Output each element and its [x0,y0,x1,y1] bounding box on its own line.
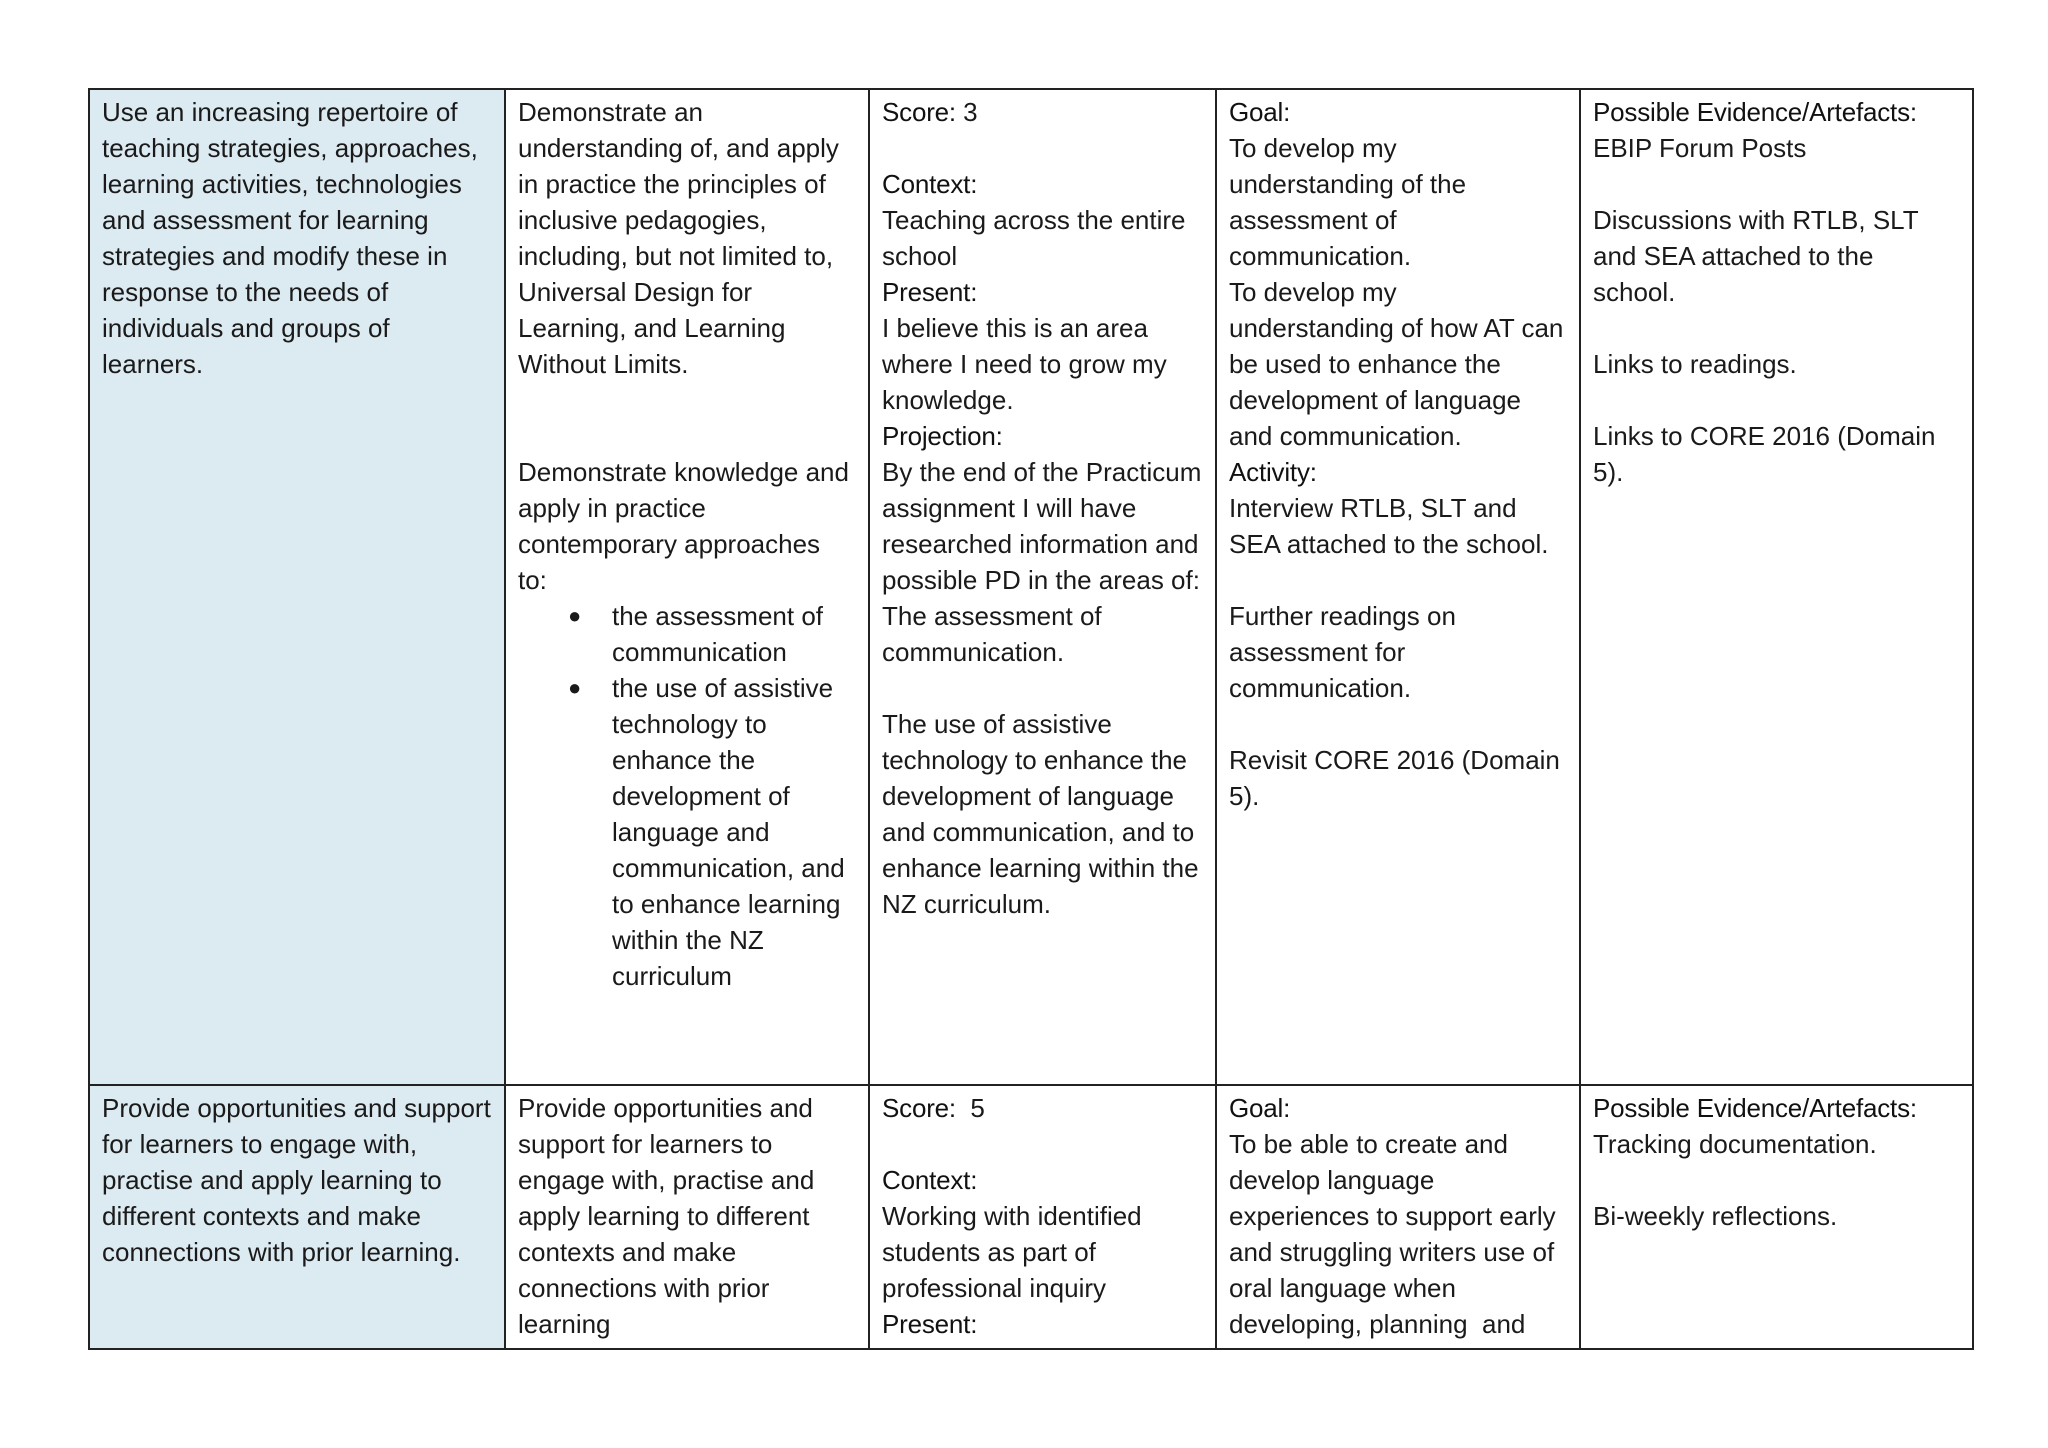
activity-label: Activity: [1229,457,1317,487]
evidence-cell [1580,1085,1973,1349]
standard-text: Provide opportunities and support for learners to engage with, practise and apply learning to different contexts and make connections with prior learning. [102,1093,499,1267]
table-row [89,89,1973,1085]
self-assessment-cell [869,1085,1216,1349]
evidence-item: Discussions with RTLB, SLT and SEA attached to the school. [1593,205,1926,307]
goal-text: To develop my understanding of the assessment of communication. [1229,133,1474,271]
context-text: Teaching across the entire school [882,205,1193,271]
goal-text: To develop my understanding of how AT can be used to enhance the development of language and communication. [1229,277,1571,451]
score-label: Score: [882,97,956,127]
projection-item: The assessment of communication. [882,601,1109,667]
evidence-label: Possible Evidence/Artefacts: [1593,1093,1917,1123]
document-page [88,88,1972,1350]
evidence-item: EBIP Forum Posts [1593,133,1807,163]
goal-text: To be able to create and develop language experiences to support early and struggling writers use of oral language when developing, planning and [1229,1129,1563,1339]
projection-text: By the end of the Practicum assignment I will have researched information and possible PD in the areas of: [882,457,1209,595]
activity-text: Further readings on assessment for communication. [1229,601,1464,703]
context-text: Working with identified students as part of professional inquiry [882,1201,1149,1303]
present-text: I believe this is an area where I need to grow my knowledge. [882,313,1174,415]
evidence-cell [1580,89,1973,1085]
projection-item: The use of assistive technology to enhance the development of language and communication, and to enhance learning within the NZ curriculum. [882,709,1206,919]
present-label: Present: [882,277,978,307]
list-item: ● the assessment of communication [612,598,856,670]
table-row [89,1085,1973,1349]
self-assessment-cell [869,89,1216,1085]
bullet-icon: ● [568,675,582,700]
evidence-item: Links to readings. [1593,349,1797,379]
evidence-item: Links to CORE 2016 (Domain 5). [1593,421,1943,487]
outcome-paragraph: Demonstrate an understanding of, and apply in practice the principles of inclusive pedagogies, including, but not limited to, Universal Design for Learning, and Learning Without Limits. [518,97,847,379]
standard-text: Use an increasing repertoire of teaching strategies, approaches, learning activities, technologies and assessment for learning strategies and modify these in response to the needs of individuals and groups of learners. [102,97,486,379]
goal-cell [1216,89,1580,1085]
score-label: Score: [882,1093,956,1123]
context-label: Context: [882,169,978,199]
goal-label: Goal: [1229,97,1291,127]
context-label: Context: [882,1165,978,1195]
outcome-paragraph: Demonstrate knowledge and apply in practice contemporary approaches to: [518,457,857,595]
present-label: Present: [882,1309,978,1339]
projection-label: Projection: [882,421,1003,451]
outcome-cell [505,89,869,1085]
score-line [882,1090,1203,1126]
outcome-cell [505,1085,869,1349]
evidence-item: Bi-weekly reflections. [1593,1201,1838,1231]
evidence-item: Tracking documentation. [1593,1129,1877,1159]
score-line [882,94,1203,130]
goal-cell [1216,1085,1580,1349]
activity-text: Interview RTLB, SLT and SEA attached to the school. [1229,493,1549,559]
outcome-paragraph: Provide opportunities and support for learners to engage with, practise and apply learning to different contexts and make connections with prior learning [518,1093,822,1339]
outcome-bullet-list [518,598,856,994]
bullet-icon: ● [568,603,582,628]
score-value: 3 [955,97,978,127]
score-value: 5 [955,1093,985,1123]
standard-cell [89,1085,505,1349]
standard-cell [89,89,505,1085]
goal-label: Goal: [1229,1093,1291,1123]
list-item: ● the use of assistive technology to enhance the development of language and communication, and to enhance learning within the NZ curriculum [612,670,856,994]
teaching-standards-table [88,88,1974,1350]
evidence-label: Possible Evidence/Artefacts: [1593,97,1917,127]
activity-text: Revisit CORE 2016 (Domain 5). [1229,745,1568,811]
